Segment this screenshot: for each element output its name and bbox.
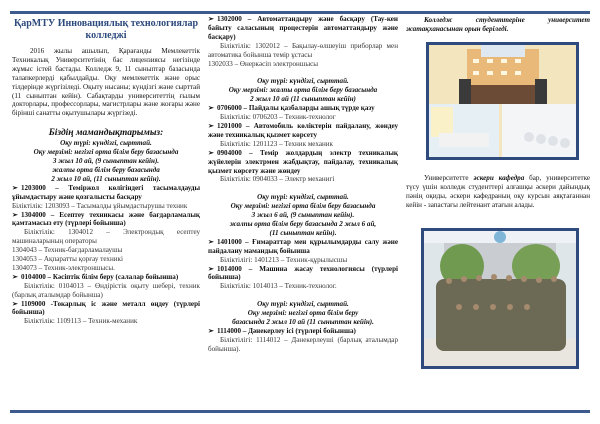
qualification: Біліктілік: 1304012 – Электрондық есептеу машиналарының операторы bbox=[12, 228, 200, 246]
form-line: 3 жыл 10 ай, (9 сыныптан кейін). bbox=[52, 157, 160, 166]
qualification: Біліктілік: 0706203 – Техник-технолог bbox=[220, 113, 336, 122]
dormitory-collage-image bbox=[429, 45, 576, 157]
qualification: Біліктілігі: 1114012 – Дәнекерлеуші (барлық аталымдар бойынша). bbox=[208, 335, 398, 353]
qualification: 1304043 – Техник-бағдарламалаушы bbox=[12, 246, 123, 255]
form-line: Оқу мерзімі: негізгі орта білім беру базасында bbox=[230, 202, 376, 211]
form-line: Оқу түрі: күндізгі, сырттай. bbox=[257, 300, 349, 309]
qualification: Біліктілік: 1014013 – Техник-технолог. bbox=[220, 282, 337, 291]
specialties-heading: Біздің мамандықтарымыз: bbox=[48, 128, 164, 139]
column-2 bbox=[208, 15, 398, 354]
military-department-note: Университетте әскери кафедра бар, университетке түсу үшін колледж студенттері алғашқы әскери дайындық пәнің оқиды, әскери кафедраның оқу курсын аяқтағаннан кейін - запастағы лейтенант атағын алады. bbox=[406, 174, 590, 209]
qualification: 1304073 – Техник-электроншысы. bbox=[12, 263, 115, 272]
form-line: (11 сыныптан кейін). bbox=[269, 228, 337, 237]
qualification: Біліктілік: 1201123 – Техник механик bbox=[220, 139, 334, 148]
qualification: Біліктілік: 1302012 – Бақылау-өлшеуіш приборлар мен автоматика бойынша темір ұстасы bbox=[208, 41, 398, 59]
qualification: Біліктілік: 1109113 – Техник-механик bbox=[24, 317, 138, 326]
specialty-item: ➢ 1201000 – Автомобиль көліктерін пайдалану, жөндеу және техникалық қызмет көрсету bbox=[208, 121, 398, 139]
form-line: Оқу мерзімі: жалпы орта білім беру базасында bbox=[228, 86, 378, 95]
bottom-rule bbox=[10, 410, 590, 413]
military-note-wrap bbox=[406, 174, 590, 210]
top-rule bbox=[10, 11, 590, 14]
college-title: ҚарМТУ Инновациялық технологиялар колледжі bbox=[13, 18, 199, 41]
form-line: Оқу түрі: күндізгі, сырттай. bbox=[60, 139, 152, 148]
qualification: 1304053 – Ақпаратты қорғау техникі bbox=[12, 255, 123, 264]
specialty-item: ➢ 1304000 – Есептеу техникасы және бағдарламалық қамтамасыз ету (түрлері бойынша) bbox=[12, 210, 200, 228]
specialty-item: ➢ 1203000 – Теміржол көлігіндегі тасымалдауды ұйымдастыру және қозғалысты басқару bbox=[12, 183, 200, 201]
specialty-item: ➢ 1302000 – Автоматтандыру және басқару (Тау-кен байыту саласының процестерін автоматтандыру және басқару) bbox=[208, 15, 398, 41]
specialty-item: ➢ 0904000 – Темір жолдардың электр техникалық жүйелерін электрмен жабдықтау, пайдалау, техникалық қызмет көрсету және жөндеу bbox=[208, 148, 398, 175]
form-line: 2 жыл 10 ай, (11 сыныптан кейін). bbox=[51, 174, 161, 183]
form-line: Оқу мерзімі: негізгі орта білім беру bbox=[247, 309, 359, 318]
intro-paragraph: 2016 жылы ашылып, Қарағанды Мемлекеттік Техникалық Университетінің бас лицензиясы негізінде жұмыс істей бастады. Колледж 9, 11 сыныптар базасында талапкерлерді қабылдайды. Оқу мемлекеттік және орыс тілдерінде жүргізіледі. Оқыту нысаны; күндізгі және сырттай (11 сыныптан кейін). Сабақтарды университеттің ғылым докторлары, профессорлары, магистрлары және жоғары және бірінші санатты оқытушылары жүргізеді. bbox=[12, 47, 200, 118]
specialty-item: ➢ 1401000 – Ғимараттар мен құрылымдарды салу және пайдалану мамандық бойынша bbox=[208, 237, 398, 255]
study-form bbox=[12, 139, 200, 184]
military-students-photo bbox=[421, 228, 579, 369]
qualification: 1302033 – Өнеркәсіп электроншысы bbox=[208, 59, 318, 68]
specialty-item: ➢ 0706000 – Пайдалы қазбаларды ашық түрде қазу bbox=[208, 104, 375, 113]
qualification: Біліктілік: 0104013 – Өндірістік оқыту шебері, техник (барлық аталымдар бойынша) bbox=[12, 281, 200, 299]
dormitory-photo bbox=[426, 42, 579, 160]
form-line: Оқу мерзімі: негізгі орта білім беру базасында bbox=[33, 148, 179, 157]
specialty-item: ➢ 0104000 – Кәсіптік білім беру (салалар бойынша) bbox=[12, 272, 179, 281]
form-line: 2 жыл 10 ай (11 сыныптан кейін) bbox=[250, 95, 356, 104]
dormitory-note: Колледж студенттеріне университет жатақханасынан орын беріледі. bbox=[406, 16, 590, 33]
military-group-image bbox=[424, 231, 576, 366]
form-line: Оқу түрі: күндізгі, сырттай. bbox=[257, 77, 349, 86]
specialty-item: ➢ 1114000 – Дәнекерлеу ісі (түрлері бойынша) bbox=[208, 327, 356, 335]
qualification: Біліктілік: 0904033 – Электр механигі bbox=[220, 175, 335, 184]
qualification: Біліктілік: 1203093 – Тасымалды ұйымдастырушы техник bbox=[12, 201, 188, 210]
form-line: 3 жыл 6 ай, (9 сыныптан кейін). bbox=[251, 211, 355, 220]
column-3 bbox=[406, 16, 590, 34]
specialty-item: ➢ 1109000 -Токарлық іс және металл өңдеу (түрлері бойынша) bbox=[12, 299, 200, 317]
qualification: Біліктілігі: 1401213 – Техник-құрылысшы bbox=[220, 255, 348, 264]
form-line: жалпы орта білім беру базасында 2 жыл 6 ай, bbox=[229, 220, 377, 229]
column-1 bbox=[12, 16, 200, 326]
specialty-item: ➢ 1014000 – Машина жасау технологиясы (түрлері бойынша) bbox=[208, 264, 398, 282]
form-line: базасында 2 жыл 10 ай (11 сыныптан кейін). bbox=[232, 318, 374, 327]
form-line: Оқу түрі: күндізгі, сырттай. bbox=[257, 193, 349, 202]
form-line: жалпы орта білім беру базасында bbox=[52, 165, 160, 174]
